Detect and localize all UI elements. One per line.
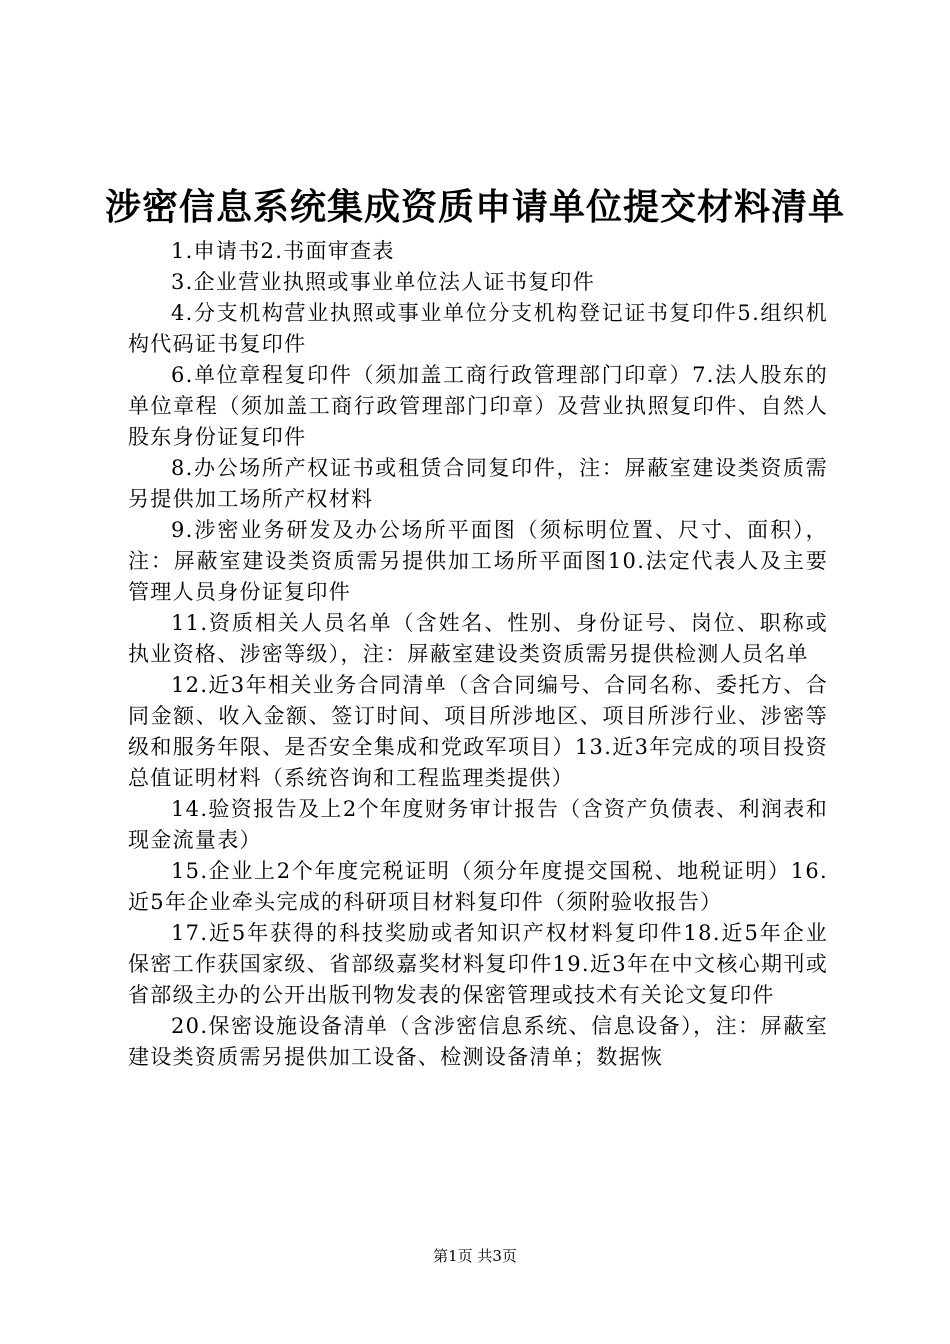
paragraph-5: 8.办公场所产权证书或租赁合同复印件，注：屏蔽室建设类资质需另提供加工场所产权材料 [128,456,828,511]
paragraph-7: 11.资质相关人员名单（含姓名、性别、身份证号、岗位、职称或执业资格、涉密等级），注：屏蔽室建设类资质需另提供检测人员名单 [128,611,828,666]
paragraph-3: 4.分支机构营业执照或事业单位分支机构登记证书复印件5.组织机构代码证书复印件 [128,301,828,356]
paragraph-9: 14.验资报告及上2个年度财务审计报告（含资产负债表、利润表和现金流量表） [128,797,828,852]
paragraph-11: 17.近5年获得的科技奖励或者知识产权材料复印件18.近5年企业保密工作获国家级、省部级嘉奖材料复印件19.近3年在中文核心期刊或省部级主办的公开出版刊物发表的保密管理或技术有关论文复印件 [128,921,828,1007]
paragraph-10: 15.企业上2个年度完税证明（须分年度提交国税、地税证明）16.近5年企业牵头完成的科研项目材料复印件（须附验收报告） [128,859,828,914]
paragraph-8: 12.近3年相关业务合同清单（含合同编号、合同名称、委托方、合同金额、收入金额、签订时间、项目所涉地区、项目所涉行业、涉密等级和服务年限、是否安全集成和党政军项目）13.近3年完成的项目投资总值证明材料（系统咨询和工程监理类提供） [128,673,828,790]
paragraph-2: 3.企业营业执照或事业单位法人证书复印件 [171,270,596,294]
document-title: 涉密信息系统集成资质申请单位提交材料清单 [104,187,845,228]
page-footer: 第1页 共3页 [433,1247,517,1265]
paragraph-6: 9.涉密业务研发及办公场所平面图（须标明位置、尺寸、面积），注：屏蔽室建设类资质需另提供加工场所平面图10.法定代表人及主要管理人员身份证复印件 [128,518,828,604]
paragraph-1: 1.申请书2.书面审查表 [171,239,395,263]
paragraph-12: 20.保密设施设备清单（含涉密信息系统、信息设备），注：屏蔽室建设类资质需另提供加工设备、检测设备清单；数据恢 [128,1014,828,1069]
paragraph-4: 6.单位章程复印件（须加盖工商行政管理部门印章）7.法人股东的单位章程（须加盖工商行政管理部门印章）及营业执照复印件、自然人股东身份证复印件 [128,363,828,449]
document-body [128,236,828,1073]
